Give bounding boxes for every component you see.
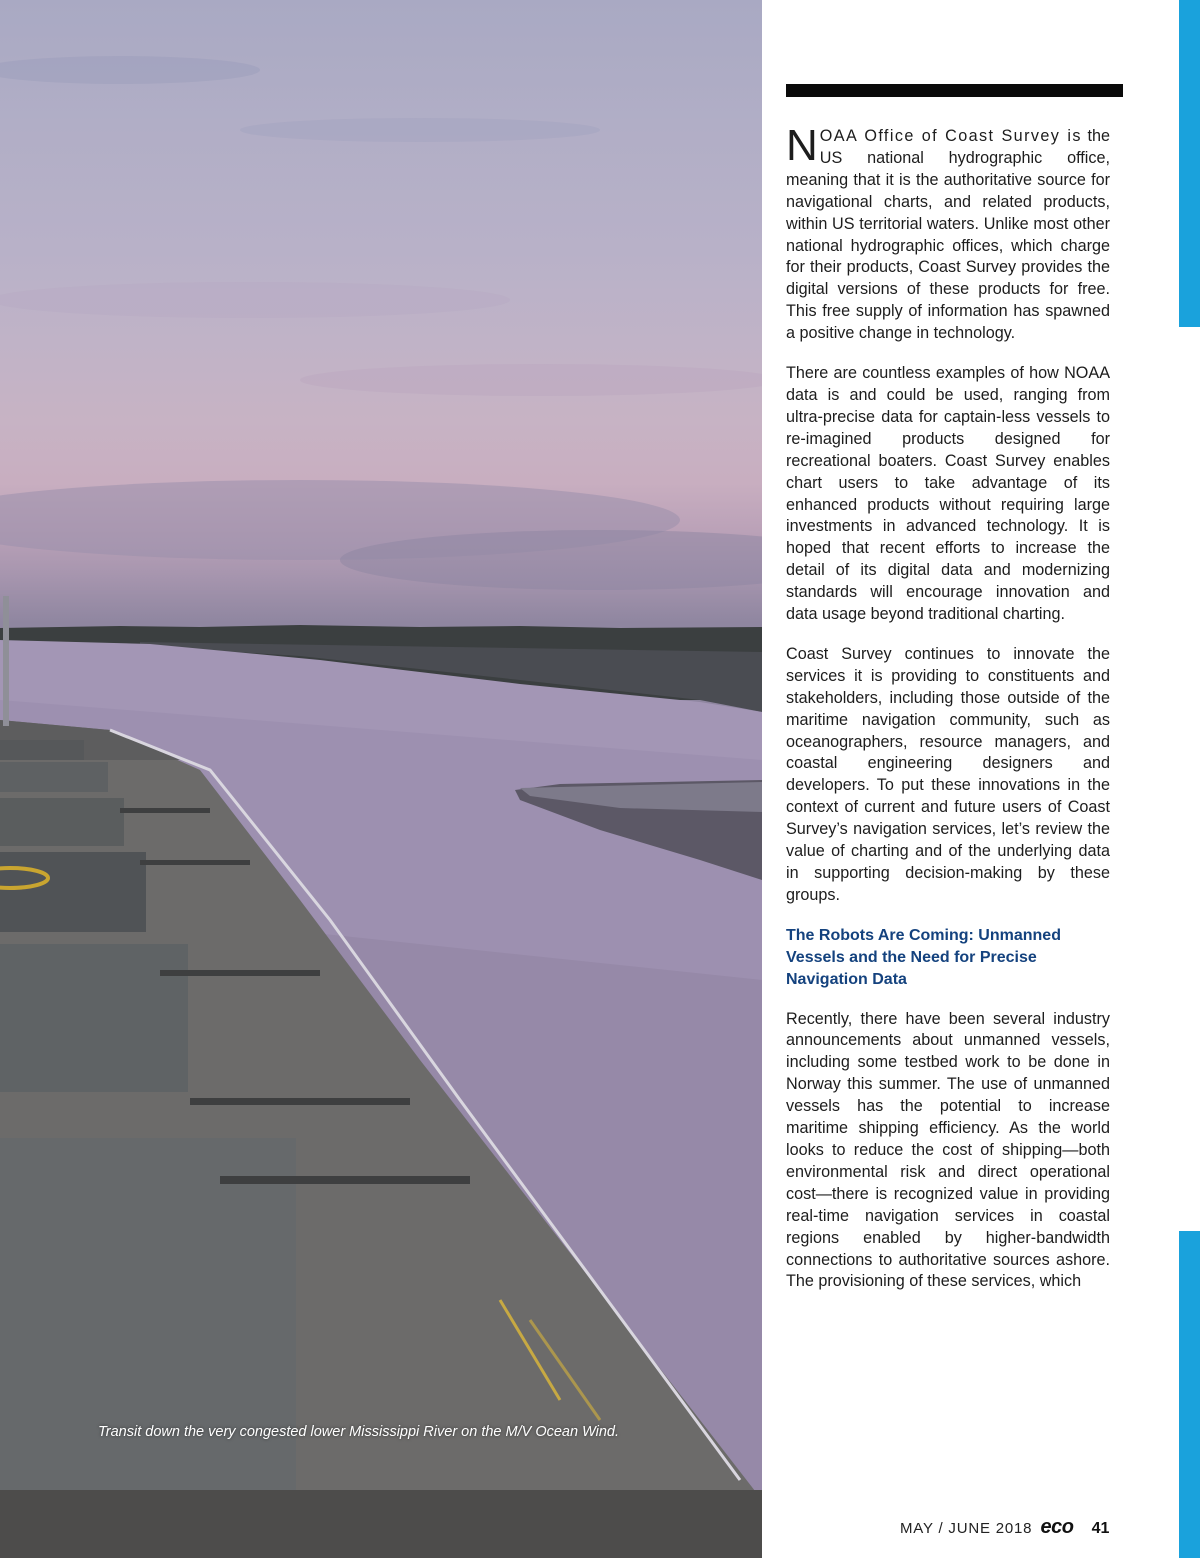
accent-tab-bottom [1179,1231,1200,1558]
section-subhead: The Robots Are Coming: Unmanned Vessels and the Need for Precise Navigation Data [786,926,1061,988]
magazine-logo: eco [1040,1516,1074,1538]
paragraph-1 [786,121,1110,345]
drop-cap: N [786,121,818,170]
article-column [786,121,1110,1311]
paragraph-1-lead: OAA Office of Coast Survey is [819,127,1082,145]
page-number: 41 [1091,1520,1110,1537]
photo-caption: Transit down the very congested lower Mississippi River on the M/V Ocean Wind. [98,1424,620,1440]
section-rule [786,84,1123,97]
issue-date: MAY / JUNE 2018 [900,1520,1033,1537]
paragraph-1-text: the US national hydrographic office, meaning that it is the authoritative source for navigational charts, and related products, within US territorial waters. Unlike most other national hydrographic offices, which charge for their products, Coast Survey provides the digital versions of these products for free. This free supply of information has spawned a positive change in technology. [786,127,1110,343]
paragraph-3: Coast Survey continues to innovate the services it is providing to constituents and stakeholders, including those outside of the maritime navigation community, such as oceanographers, resource managers, and coastal engineering designers and developers. To put these innovations in the context of current and future users of Coast Survey’s navigation services, let’s review the value of charting and of the underlying data in supporting decision-making by these groups. [786,644,1110,904]
paragraph-4: Recently, there have been several industry announcements about unmanned vessels, including some testbed work to be done in Norway this summer. The use of unmanned vessels has the potential to increase maritime shipping efficiency. As the world looks to reduce the cost of shipping—both environmental risk and direct operational cost—there is recognized value in providing real-time navigation services in coastal regions enabled by higher-bandwidth connections to authoritative sources ashore. The provisioning of these services, which [786,1009,1110,1291]
page-footer [900,1516,1160,1538]
accent-tab-top [1179,0,1200,327]
paragraph-2: There are countless examples of how NOAA data is and could be used, ranging from ultra-precise data for captain-less vessels to re-imagined products designed for recreational boaters. Coast Survey enables chart users to take advantage of its enhanced products without requiring large investments in advanced technology. It is hoped that recent efforts to increase the detail of its digital data and modernizing standards will encourage innovation and data usage beyond traditional charting. [786,364,1110,624]
